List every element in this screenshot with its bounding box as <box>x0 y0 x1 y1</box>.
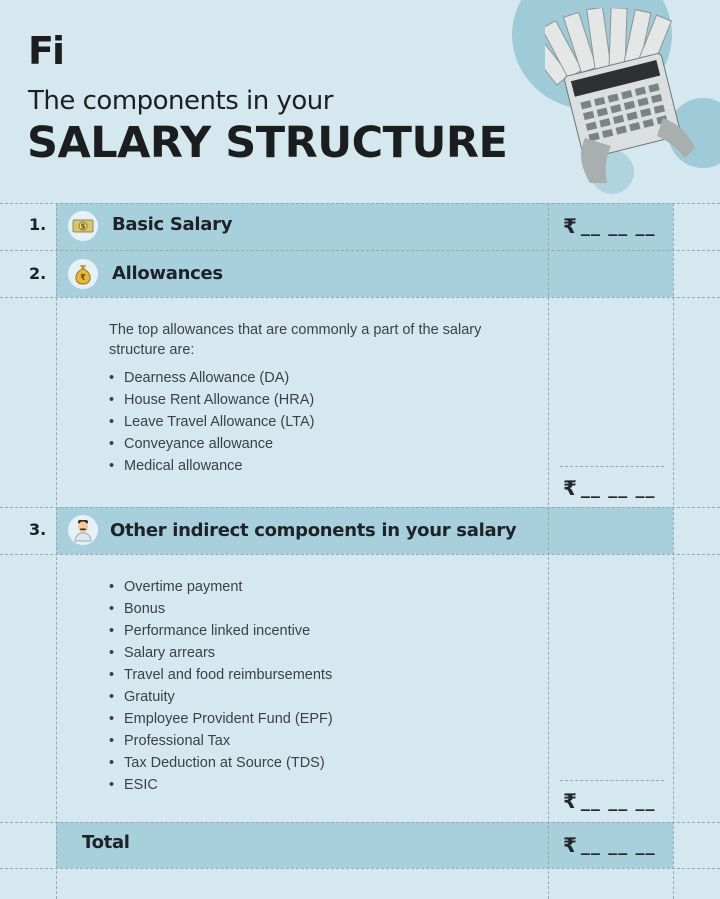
total-label: Total <box>82 832 130 853</box>
list-item: • Salary arrears <box>109 642 333 664</box>
amount-blank: __ __ __ <box>580 835 656 856</box>
list-item: • Bonus <box>109 598 333 620</box>
grid-line <box>0 203 720 204</box>
fi-logo: Fi <box>28 29 63 73</box>
rupee-icon: ₹ <box>563 476 577 500</box>
row-number: 1. <box>29 215 47 234</box>
amount-blank: __ __ __ <box>580 478 656 499</box>
list-item: • ESIC <box>109 774 333 796</box>
list-item: • Medical allowance <box>109 455 314 477</box>
grid-line <box>0 822 720 823</box>
grid-line <box>56 203 57 899</box>
amount-allowances[interactable] <box>563 476 655 500</box>
calculator-with-cash-icon <box>545 8 705 188</box>
grid-line <box>673 203 674 899</box>
row-label-allowances: Allowances <box>112 263 223 284</box>
grid-line <box>0 868 720 869</box>
grid-line <box>0 507 720 508</box>
money-banknote-icon <box>68 211 98 241</box>
grid-line <box>0 250 720 251</box>
amount-blank: __ __ __ <box>580 216 656 237</box>
rupee-icon: ₹ <box>563 789 577 813</box>
office-worker-icon <box>68 515 98 545</box>
row-label-other-components: Other indirect components in your salary <box>110 520 517 541</box>
amount-blank: __ __ __ <box>580 791 656 812</box>
grid-line <box>0 297 720 298</box>
list-item: • Leave Travel Allowance (LTA) <box>109 411 314 433</box>
rupee-icon: ₹ <box>563 214 577 238</box>
list-item: • Overtime payment <box>109 576 333 598</box>
amount-divider <box>560 466 664 467</box>
rupee-icon: ₹ <box>563 833 577 857</box>
amount-basic-salary[interactable] <box>563 214 655 238</box>
row-number: 3. <box>29 520 47 539</box>
list-item: • Dearness Allowance (DA) <box>109 367 314 389</box>
page-subtitle: The components in your <box>28 86 333 116</box>
list-item: • Conveyance allowance <box>109 433 314 455</box>
row-label-basic-salary: Basic Salary <box>112 214 233 235</box>
row-number: 2. <box>29 264 47 283</box>
svg-text:₹: ₹ <box>80 273 86 282</box>
allowances-list <box>109 367 314 477</box>
list-item: • Tax Deduction at Source (TDS) <box>109 752 333 774</box>
other-components-list <box>109 576 333 796</box>
grid-line <box>548 203 549 899</box>
amount-divider <box>560 780 664 781</box>
allowances-intro: The top allowances that are commonly a part of the salary structure are: <box>109 322 482 358</box>
grid-line <box>0 554 720 555</box>
money-bag-icon <box>68 259 98 289</box>
list-item: • Travel and food reimbursements <box>109 664 333 686</box>
amount-total[interactable] <box>563 833 655 857</box>
svg-text:$: $ <box>80 222 86 231</box>
page-title: SALARY STRUCTURE <box>27 118 508 168</box>
list-item: • House Rent Allowance (HRA) <box>109 389 314 411</box>
list-item: • Performance linked incentive <box>109 620 333 642</box>
amount-other-components[interactable] <box>563 789 655 813</box>
list-item: • Professional Tax <box>109 730 333 752</box>
list-item: • Employee Provident Fund (EPF) <box>109 708 333 730</box>
list-item: • Gratuity <box>109 686 333 708</box>
